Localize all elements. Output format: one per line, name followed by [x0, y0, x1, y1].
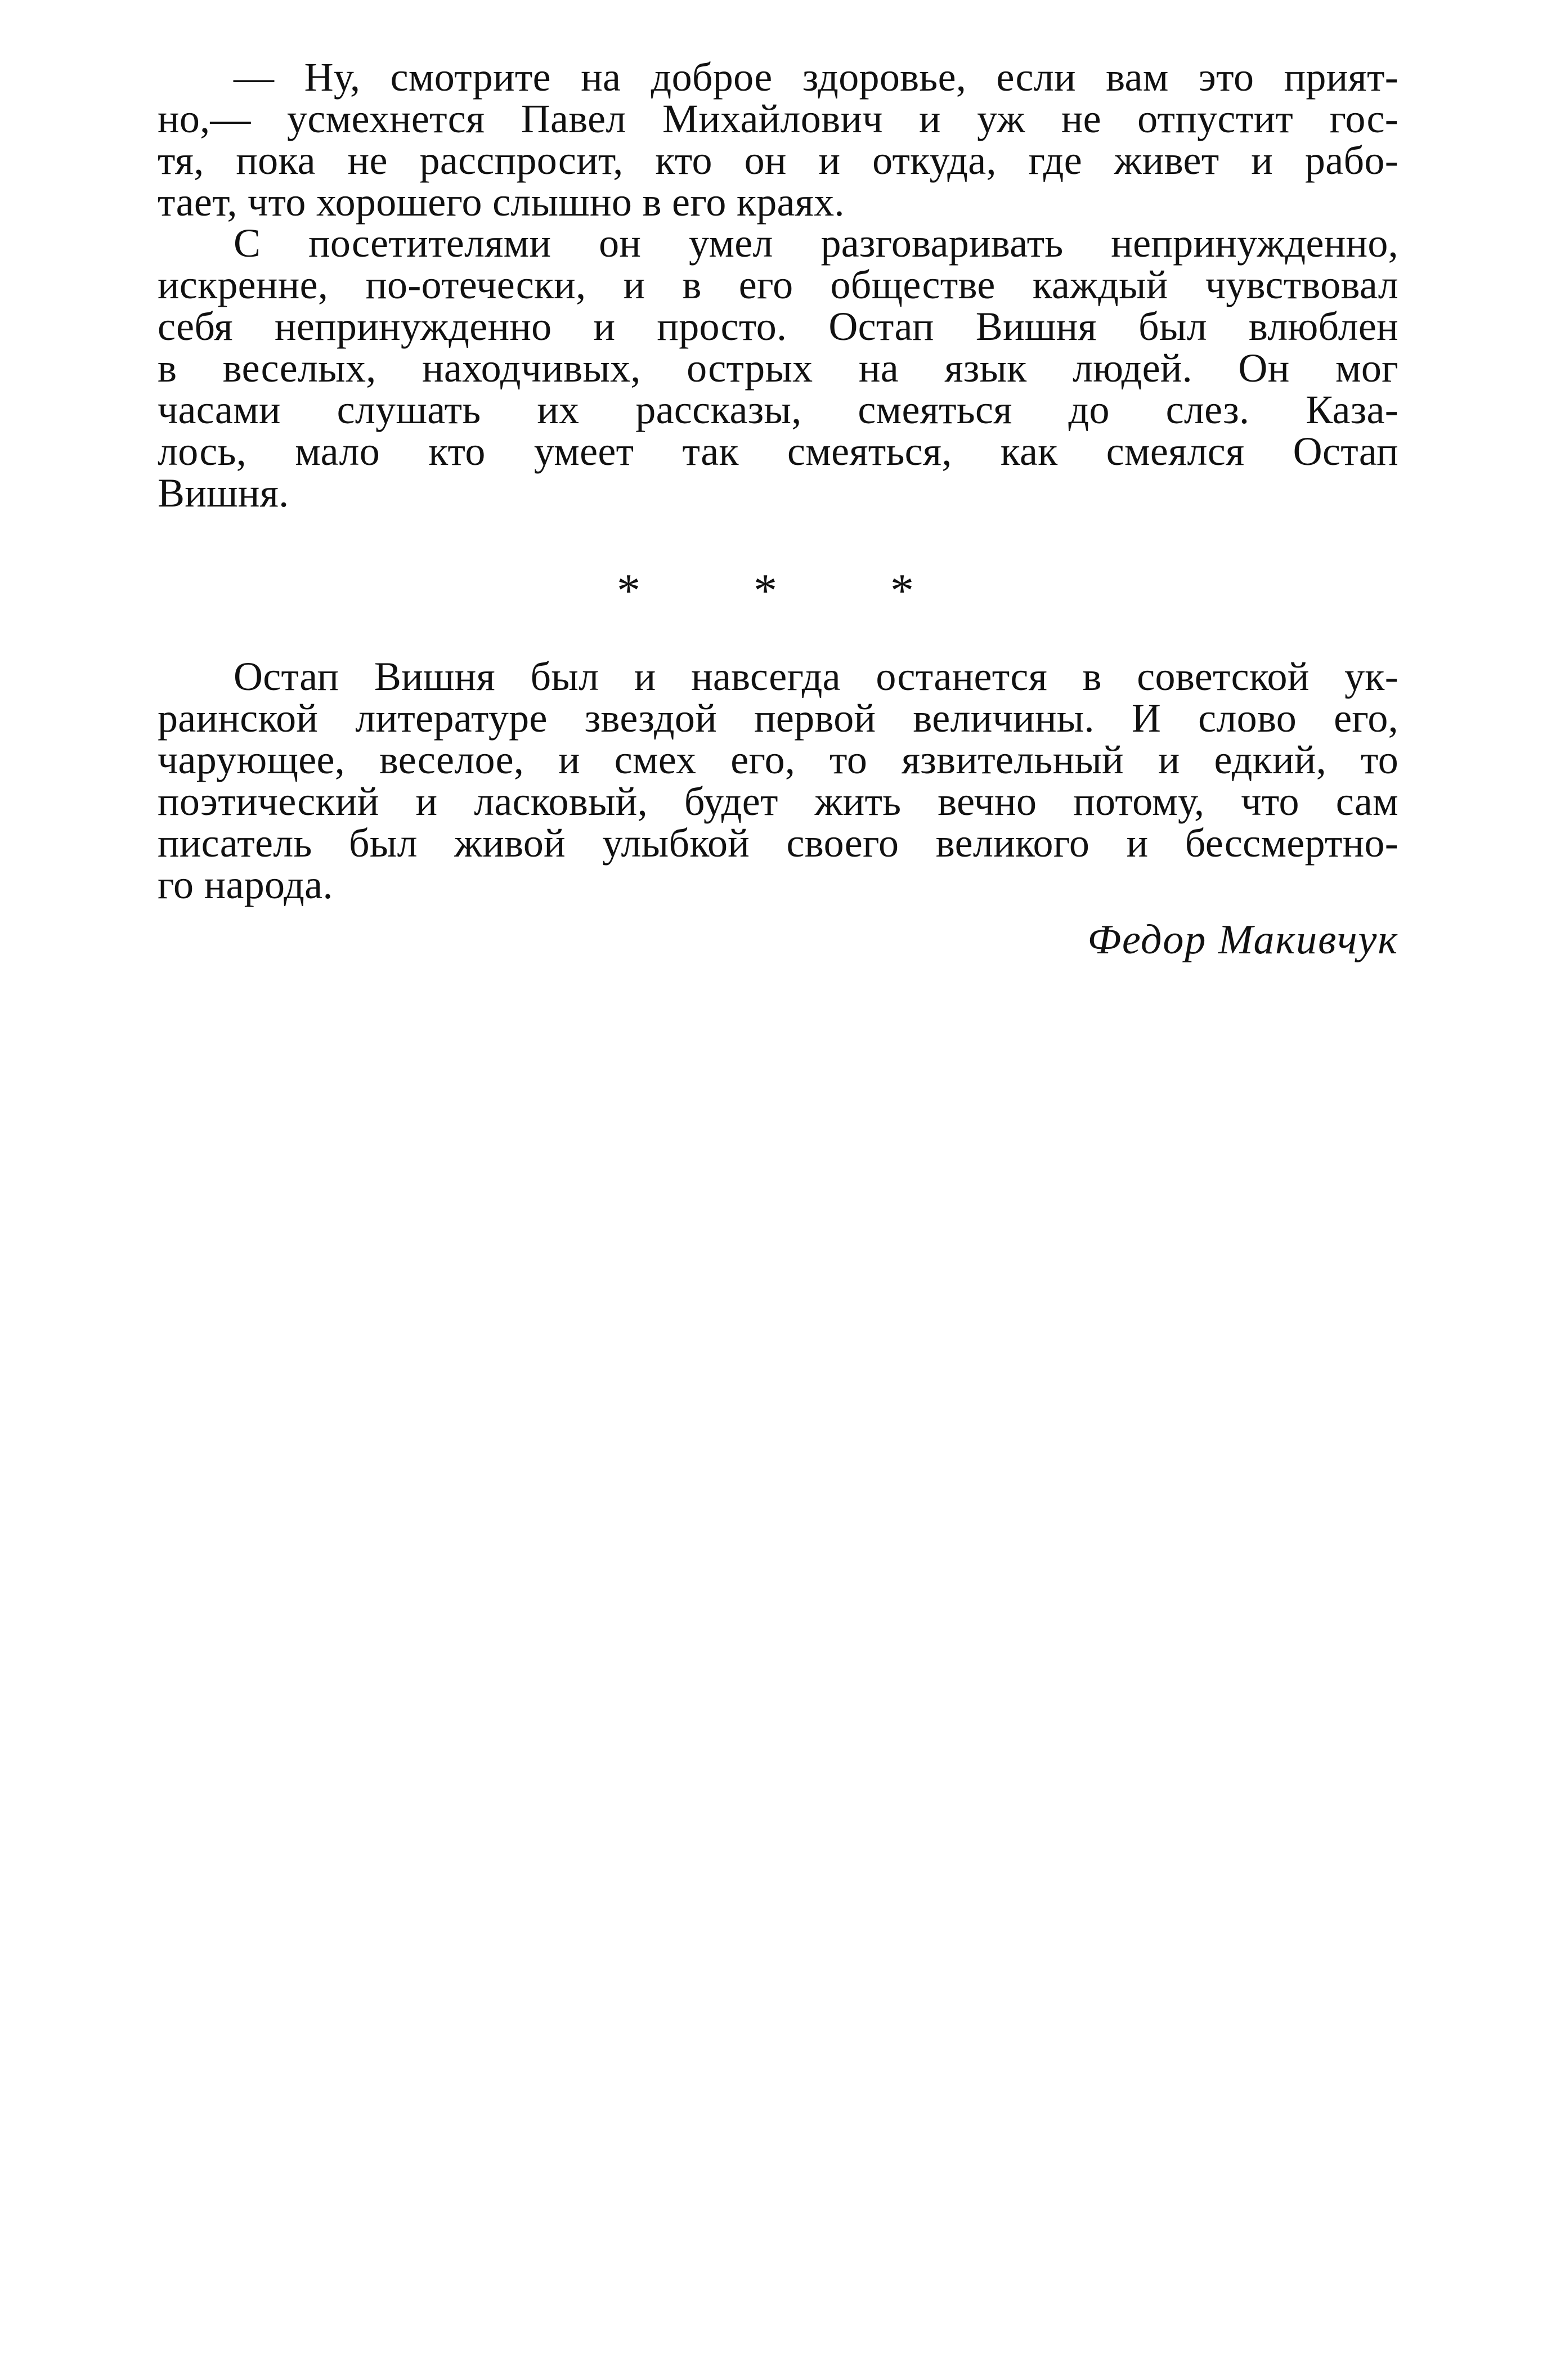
text-line: Остап Вишня был и навсегда останется в советской ук-	[234, 654, 1398, 699]
text-line: раинской литературе звездой первой величины. И слово его,	[158, 696, 1398, 741]
text-line: писатель был живой улыбкой своего великого и бессмертно-	[158, 821, 1398, 866]
text-line: лось, мало кто умеет так смеяться, как смеялся Остап	[158, 429, 1398, 474]
text-line: но,— усмехнется Павел Михайлович и уж не отпустит гос-	[158, 96, 1398, 141]
paragraph-3	[158, 656, 1398, 906]
section-separator: * * *	[617, 564, 965, 617]
text-line: тает, что хорошего слышно в его краях.	[158, 180, 845, 225]
text-line: в веселых, находчивых, острых на язык людей. Он мог	[158, 346, 1398, 391]
text-line: себя непринужденно и просто. Остап Вишня был влюблен	[158, 304, 1398, 349]
text-line: С посетителями он умел разговаривать непринужденно,	[234, 221, 1398, 266]
text-line: Вишня.	[158, 470, 289, 516]
author-signature: Федор Макивчук	[1087, 917, 1398, 963]
paragraph-2	[158, 222, 1398, 514]
text-line: го народа.	[158, 862, 333, 907]
text-line: часами слушать их рассказы, смеяться до слез. Каза-	[158, 387, 1398, 432]
text-line: поэтический и ласковый, будет жить вечно потому, что сам	[158, 779, 1398, 824]
text-line: чарующее, веселое, и смех его, то язвительный и едкий, то	[158, 737, 1398, 782]
text-line: — Ну, смотрите на доброе здоровье, если вам это прият-	[234, 55, 1398, 100]
text-line: тя, пока не расспросит, кто он и откуда, где живет и рабо-	[158, 138, 1398, 183]
text-line: искренне, по-отечески, и в его обществе каждый чувствовал	[158, 262, 1398, 307]
paragraph-1	[158, 56, 1398, 223]
